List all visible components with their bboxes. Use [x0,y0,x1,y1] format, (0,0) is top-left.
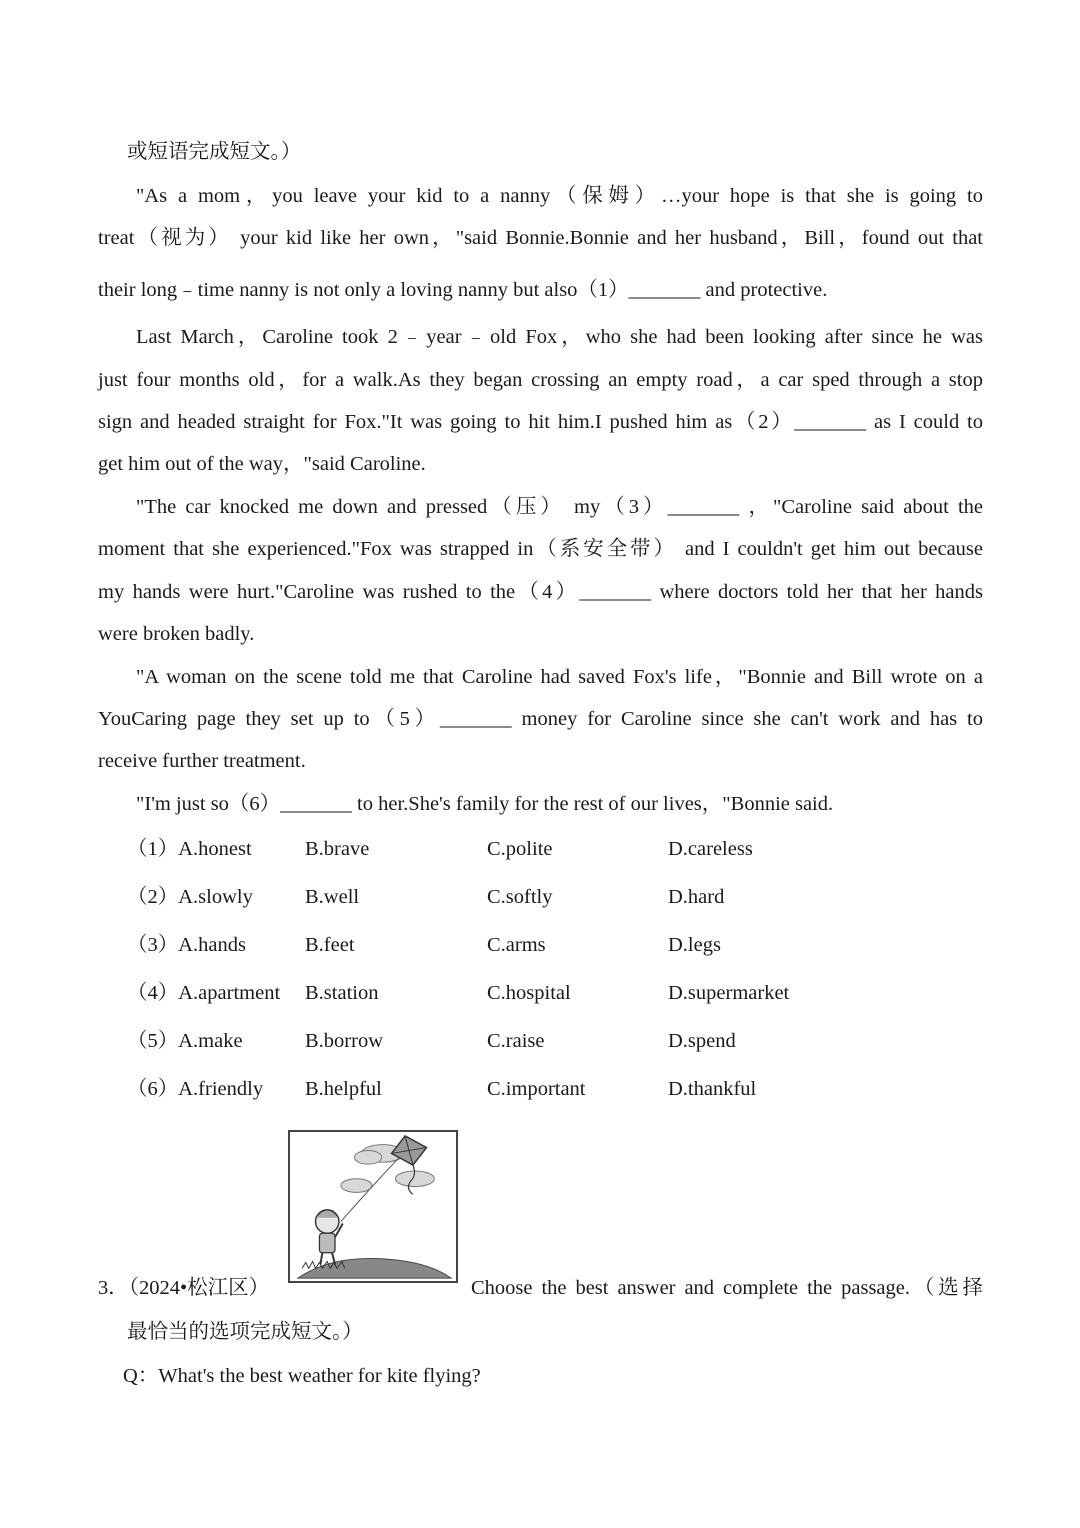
passage-line: YouCaring page they set up to（5）_______ money for Caroline since she can't work and has to [98,708,983,730]
option-1d: D.careless [668,838,753,860]
passage-line: sign and headed straight for Fox."It was going to hit him.I pushed him as（2）_______ as I could to [98,411,983,433]
option-3a: （3）A.hands [127,934,247,956]
option-3c: C.arms [487,934,546,956]
intro-tail: 或短语完成短文。） [127,141,302,163]
kite-illustration [288,1130,458,1283]
passage-line: treat（视为） your kid like her own，"said Bonnie.Bonnie and her husband，Bill，found out that [98,227,983,249]
option-6d: D.thankful [668,1078,757,1100]
option-6c: C.important [487,1078,586,1100]
question-3-q: Q：What's the best weather for kite flying? [123,1365,481,1387]
passage-line: "As a mom，you leave your kid to a nanny（保姆）…your hope is that she is going to [136,185,983,207]
option-5c: C.raise [487,1030,545,1052]
option-4a: （4）A.apartment [127,982,281,1004]
passage-line: just four months old，for a walk.As they began crossing an empty road，a car sped through a stop [98,369,983,391]
option-1b: B.brave [305,838,370,860]
passage-line: "I'm just so（6）_______ to her.She's family for the rest of our lives，"Bonnie said. [136,793,834,815]
option-4d: D.supermarket [668,982,790,1004]
question-3-instruction-cont: 最恰当的选项完成短文。） [127,1321,363,1343]
passage-line: "The car knocked me down and pressed（压） my（3）_______ ，"Caroline said about the [136,496,983,518]
passage-line: were broken badly. [98,623,255,645]
option-2d: D.hard [668,886,725,908]
passage-line: Last March，Caroline took 2﹣year﹣old Fox，who she had been looking after since he was [136,326,983,348]
option-4b: B.station [305,982,379,1004]
option-2b: B.well [305,886,360,908]
option-2c: C.softly [487,886,553,908]
option-1c: C.polite [487,838,553,860]
passage-line: "A woman on the scene told me that Caroline had saved Fox's life，"Bonnie and Bill wrote on a [136,666,983,688]
option-1a: （1）A.honest [127,838,252,860]
passage-line: receive further treatment. [98,750,306,772]
question-3-number: 3．（2024•松江区） [98,1277,270,1299]
option-6a: （6）A.friendly [127,1078,264,1100]
passage-line: their long﹣time nanny is not only a loving nanny but also（1）_______ and protective. [98,279,828,301]
option-2a: （2）A.slowly [127,886,253,908]
passage-line: my hands were hurt."Caroline was rushed to the（4）_______ where doctors told her that her hands [98,581,983,603]
option-3d: D.legs [668,934,721,956]
option-5d: D.spend [668,1030,736,1052]
passage-line: moment that she experienced."Fox was strapped in（系安全带） and I couldn't get him out because [98,538,983,560]
option-4c: C.hospital [487,982,571,1004]
option-5a: （5）A.make [127,1030,243,1052]
option-5b: B.borrow [305,1030,384,1052]
option-6b: B.helpful [305,1078,382,1100]
option-3b: B.feet [305,934,355,956]
question-3-instruction: Choose the best answer and complete the passage.（选择 [471,1277,983,1299]
passage-line: get him out of the way，"said Caroline. [98,453,426,475]
kite-boy-icon [290,1132,456,1281]
